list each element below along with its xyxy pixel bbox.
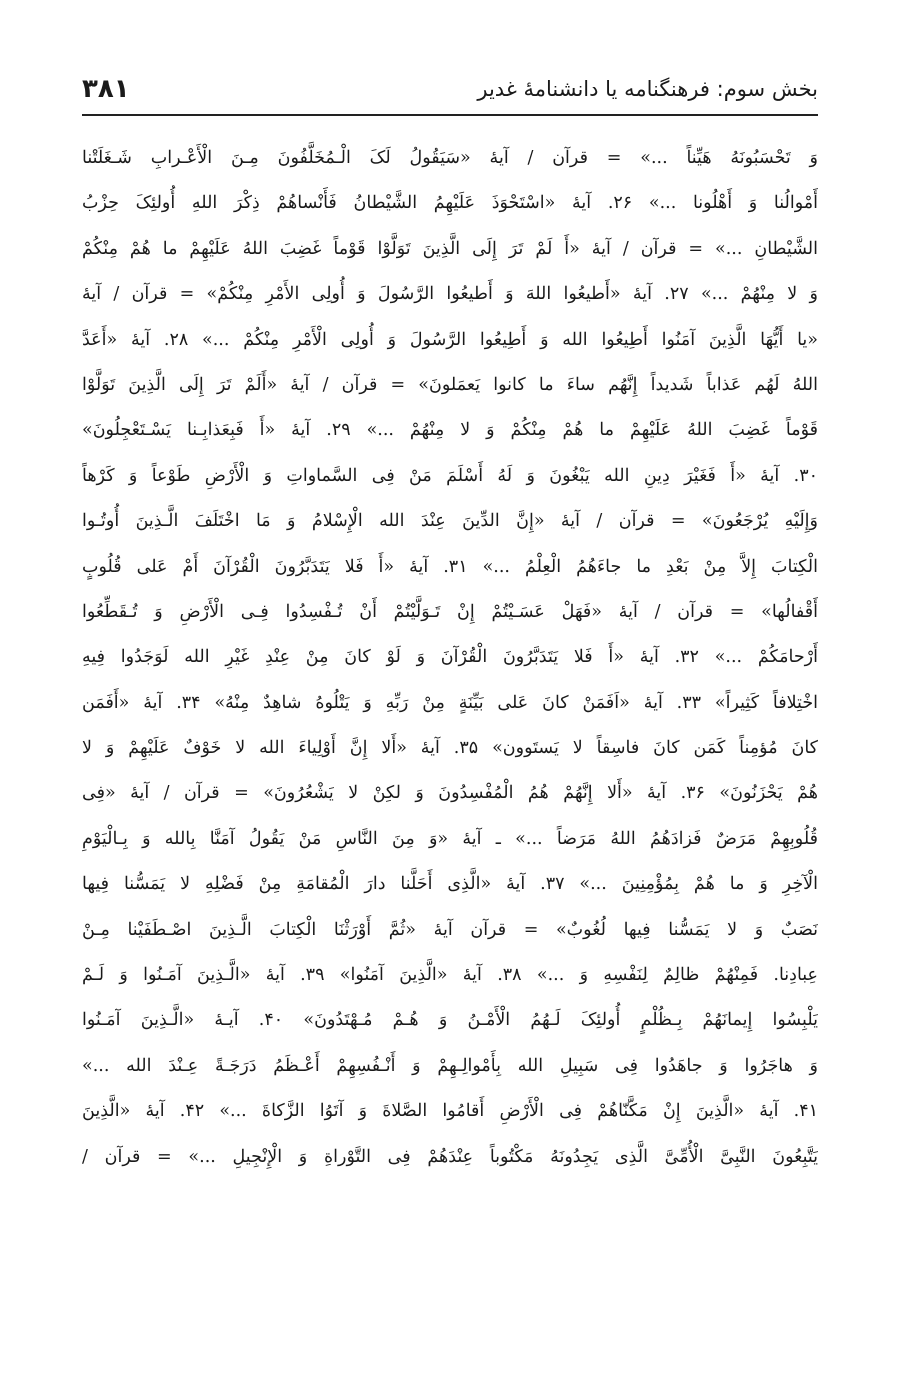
- text-line: اخْتِلافاً كَثِيراً» ۳۳. آيهٔ «اَفَمَنْ كانَ عَلى بَيِّنَةٍ مِنْ رَبِّهِ وَ يَتْلُوهُ شاهِدٌ مِنْهُ» ۳۴. آيهٔ «أَفَمَن: [82, 692, 818, 713]
- text-line: أَمْوالُنا وَ أَهْلُونا ...» ۲۶. آيهٔ «اسْتَحْوَذَ عَلَيْهِمُ الشَّيْطانُ فَأَنْساهُمْ ذِکْرَ اللهِ أُولئِکَ حِزْبُ: [82, 193, 818, 214]
- text-line: ۳۰. آيهٔ «أَ فَغَيْرَ دِينِ الله يَبْغُونَ وَ لَهُ أَسْلَمَ مَنْ فِی السَّماواتِ وَ الْأَرْضِ طَوْعاً وَ كَرْهاً: [82, 465, 818, 486]
- text-line: نَصَبٌ وَ لا يَمَسُّنا فِيها لُغُوبٌ» = قرآن آيهٔ «ثُمَّ أَوْرَثْنَا الْكِتابَ الَّـذِينَ اصْـطَفَيْنا مِـنْ: [82, 919, 818, 940]
- page-header: [82, 66, 818, 106]
- text-line: كانَ مُؤمِناً كَمَن كانَ فاسِقاً لا يَستَوون» ۳۵. آيهٔ «أَلا إِنَّ أَوْلِياءَ الله لا خَوْفٌ عَلَيْهِمْ وَ لا: [82, 738, 818, 759]
- header-rule: [82, 114, 818, 116]
- text-line: «يا أَيُّهَا الَّذِينَ آمَنُوا أَطِيعُوا الله وَ أَطِيعُوا الرَّسُولَ وَ أُولِی الْأَمْرِ مِنْكُمْ ...» ۲۸. آيهٔ «أَعَدَّ: [82, 329, 818, 350]
- text-line: الشَّيْطانِ ...» = قرآن / آيهٔ «أَ لَمْ تَرَ إِلَى الَّذِينَ تَوَلَّوْا قَوْماً غَضِبَ اللهُ عَلَيْهِمْ ما هُمْ مِنْكُمْ: [82, 238, 818, 259]
- text-line: الْكِتابَ إِلاَّ مِنْ بَعْدِ ما جاءَهُمُ الْعِلْمُ ...» ۳۱. آيهٔ «أَ فَلا يَتَدَبَّرُونَ الْقُرْآنَ أَمْ عَلى قُلُوبٍ: [82, 556, 818, 577]
- text-line: وَ تَحْسَبُونَهُ هَيِّناً ...» = قرآن / آيهٔ «سَيَقُولُ لَکَ الْـمُخَلَّفُونَ مِـنَ الْأَعْـرابِ شَـغَلَتْنا: [82, 148, 818, 168]
- text-line: عِبادِنا. فَمِنْهُمْ ظالِمٌ لِنَفْسِهِ وَ ...» ۳۸. آيهٔ «الَّذِينَ آمَنُوا» ۳۹. آيهٔ «الَّـذِينَ آمَـنُوا وَ لَـمْ: [82, 965, 818, 986]
- body-text: [82, 136, 818, 1180]
- text-line: يَتَّبِعُونَ النَّبِیَّ الْأُمِّیَّ الَّذِی يَجِدُونَهُ مَكْتُوباً عِنْدَهُمْ فِی التَّوْراةِ وَ الْإِنْجِيلِ ...» = قرآن /: [82, 1146, 818, 1167]
- text-line: وَإِلَيْهِ يُرْجَعُونَ» = قرآن / آيهٔ «إِنَّ الدِّينَ عِنْدَ الله الْإِسْلامُ وَ مَا اخْتَلَفَ الَّـذِينَ أُوتُـوا: [82, 511, 818, 532]
- text-line: أَرْحامَكُمْ ...» ۳۲. آيهٔ «أَ فَلا يَتَدَبَّرُونَ الْقُرْآنَ وَ لَوْ كانَ مِنْ عِنْدِ غَيْرِ الله لَوَجَدُوا فِيهِ: [82, 647, 818, 668]
- text-line: قَوْماً غَضِبَ اللهُ عَلَيْهِمْ ما هُمْ مِنْكُمْ وَ لا مِنْهُمْ ...» ۲۹. آيهٔ «أَ فَبِعَذابِـنا يَسْـتَعْجِلُونَ»: [82, 420, 818, 441]
- document-page: [82, 0, 818, 1390]
- text-line: وَ هاجَرُوا وَ جاهَدُوا فِی سَبِيلِ الله بِأَمْوالِـهِمْ وَ أَنْـفُسِهِمْ أَعْـظَمُ دَرَجَـةً عِـنْدَ الله ...»: [82, 1055, 818, 1076]
- text-line: قُلُوبِهِمْ مَرَضٌ فَزادَهُمُ اللهُ مَرَضاً ...» ـ آيهٔ «وَ مِنَ النَّاسِ مَنْ يَقُولُ آمَنَّا بِالله وَ بِـالْيَوْمِ: [82, 828, 818, 849]
- text-line: هُمْ يَحْزَنُونَ» ۳۶. آيهٔ «أَلا إِنَّهُمْ هُمُ الْمُفْسِدُونَ وَ لكِنْ لا يَشْعُرُونَ» = قرآن / آيهٔ «فِی: [82, 783, 818, 804]
- text-line: وَ لا مِنْهُمْ ...» ۲۷. آيهٔ «أَطيعُوا اللهَ وَ أَطيعُوا الرَّسُولَ وَ أُولِی الأَمْرِ مِنْكُمْ» = قرآن / آيهٔ: [82, 284, 818, 305]
- text-line: الْآخِرِ وَ ما هُمْ بِمُؤْمِنِينَ ...» ۳۷. آيهٔ «الَّذِی أَحَلَّنا دارَ الْمُقامَةِ مِنْ فَضْلِهِ لا يَمَسُّنا فِيها: [82, 874, 818, 895]
- page-number: ۳۸۱: [82, 74, 130, 104]
- text-line: ۴۱. آيهٔ «الَّذِينَ إِنْ مَكَّنّاهُمْ فِی الْأَرْضِ أَقامُوا الصَّلاةَ وَ آتَوُا الزَّكاةَ ...» ۴۲. آيهٔ «الَّذِينَ: [82, 1101, 818, 1122]
- text-line: يَلْبِسُوا إِيمانَهُمْ بِـظُلْمٍ أُولئِکَ لَـهُمُ الْأَمْـنُ وَ هُـمْ مُـهْتَدُونَ» ۴۰. آيـهٔ «الَّـذِينَ آمَـنُوا: [82, 1010, 818, 1031]
- text-line: اللهُ لَهُم عَذاباً شَديداً إِنَّهُم ساءَ ما كانوا يَعمَلونَ» = قرآن / آيهٔ «أَلَمْ تَرَ إِلَى الَّذِينَ تَوَلَّوْا: [82, 374, 818, 395]
- running-head: بخش سوم: فرهنگنامه یا دانشنامهٔ غدیر: [477, 77, 818, 101]
- text-line: أَقْفالُها» = قرآن / آيهٔ «فَهَلْ عَسَـيْتُمْ إِنْ تَـوَلَّيْتُمْ أَنْ تُـفْسِدُوا فِـی الْأَرْضِ وَ تُـقَطِّعُوا: [82, 601, 818, 622]
